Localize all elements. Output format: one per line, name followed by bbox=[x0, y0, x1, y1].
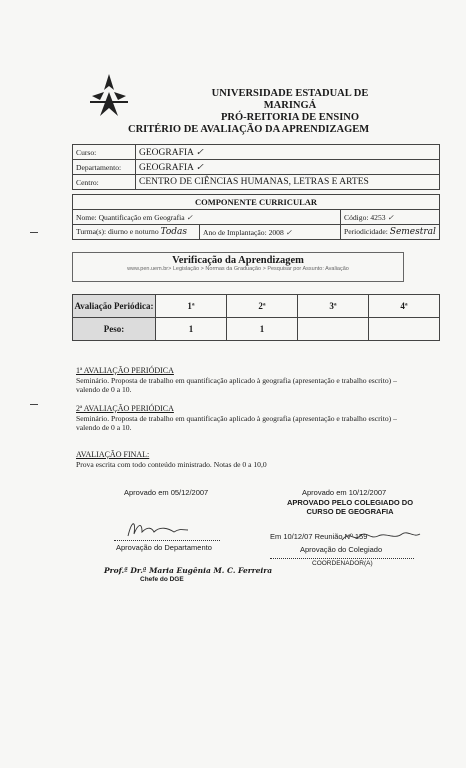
peso-1: 1 bbox=[156, 318, 227, 341]
peso-2: 1 bbox=[227, 318, 298, 341]
componente-heading: COMPONENTE CURRICULAR bbox=[73, 195, 440, 210]
avaliacao-1-text: Seminário. Proposta de trabalho em quantificação aplicado à geografia (apresentação e trabalho escrito) – valendo de 0 a 10. bbox=[76, 375, 397, 394]
coordenador-label: COORDENADOR(A) bbox=[312, 560, 373, 567]
chefe-role: Chefe do DGE bbox=[140, 576, 184, 583]
margin-mark bbox=[30, 232, 38, 233]
avaliacao-2-title: 2ª AVALIAÇÃO PERIÓDICA bbox=[76, 404, 174, 413]
periodicidade-handwritten: Semestral bbox=[389, 227, 436, 237]
componente-ano: Ano de Implantação: 2008 ✓ bbox=[200, 225, 341, 240]
periodica-col-4: 4ª bbox=[369, 295, 440, 318]
componente-codigo: Código: 4253 ✓ bbox=[341, 210, 440, 225]
periodica-col-2: 2ª bbox=[227, 295, 298, 318]
pro-reitoria: PRÓ-REITORIA DE ENSINO bbox=[220, 112, 360, 123]
course-info-table bbox=[72, 144, 440, 190]
avaliacao-1-title: 1ª AVALIAÇÃO PERIÓDICA bbox=[76, 366, 174, 375]
reuniao-line: Em 10/12/07 Reunião Nº 159 bbox=[270, 532, 368, 541]
coord-signature-line bbox=[270, 558, 414, 559]
departamento-row bbox=[73, 160, 440, 175]
avaliacao-1 bbox=[76, 366, 416, 395]
margin-mark bbox=[30, 404, 38, 405]
componente-periodicidade: Periodicidade: Semestral bbox=[341, 225, 440, 240]
verificacao-box bbox=[72, 252, 404, 282]
componente-nome: Nome: Quantificação em Geografia ✓ bbox=[73, 210, 341, 225]
colegiado-stamp-line-1: APROVADO PELO COLEGIADO DO bbox=[286, 498, 414, 507]
colegiado-approval-date: Aprovado em 10/12/2007 bbox=[302, 488, 387, 497]
university-name bbox=[190, 88, 390, 124]
curso-label: Curso: bbox=[73, 145, 136, 160]
depto-approval-label: Aprovação do Departamento bbox=[116, 543, 212, 552]
colegiado-approval-label: Aprovação do Colegiado bbox=[300, 545, 383, 554]
peso-label: Peso: bbox=[73, 318, 156, 341]
periodica-label: Avaliação Periódica: bbox=[73, 295, 156, 318]
componente-table bbox=[72, 194, 440, 240]
document-title: CRITÉRIO DE AVALIAÇÃO DA APRENDIZAGEM bbox=[128, 124, 370, 135]
university-logo bbox=[88, 72, 130, 118]
peso-3 bbox=[298, 318, 369, 341]
turma-handwritten: Todas bbox=[160, 227, 187, 237]
centro-label: Centro: bbox=[73, 175, 136, 190]
colegiado-signature bbox=[340, 528, 422, 544]
componente-turma: Turma(s): diurno e noturno Todas bbox=[73, 225, 200, 240]
colegiado-stamp bbox=[270, 498, 430, 516]
departamento-value: GEOGRAFIA ✓ bbox=[136, 160, 440, 175]
verificacao-url: www.pen.uem.br> Legislação > Normas da Graduação > Pesquisar por Assunto: Avaliação bbox=[127, 266, 349, 272]
curso-row bbox=[73, 145, 440, 160]
chefe-name: Prof.ª Dr.ª Maria Eugênia M. C. Ferreira bbox=[104, 566, 273, 575]
periodica-col-3: 3ª bbox=[298, 295, 369, 318]
depto-signature bbox=[124, 518, 190, 542]
centro-value: CENTRO DE CIÊNCIAS HUMANAS, LETRAS E ARTES bbox=[136, 175, 440, 190]
curso-value: GEOGRAFIA ✓ bbox=[136, 145, 440, 160]
depto-signature-line bbox=[114, 540, 220, 541]
departamento-label: Departamento: bbox=[73, 160, 136, 175]
periodica-col-1: 1ª bbox=[156, 295, 227, 318]
depto-approval-date: Aprovado em 05/12/2007 bbox=[124, 488, 209, 497]
centro-row bbox=[73, 175, 440, 190]
avaliacao-final-text: Prova escrita com todo conteúdo ministrado. Notas de 0 a 10,0 bbox=[76, 459, 267, 469]
verificacao-title: Verificação da Aprendizagem bbox=[172, 255, 304, 266]
avaliacao-final bbox=[76, 450, 416, 469]
avaliacao-2 bbox=[76, 404, 416, 433]
colegiado-stamp-line-2: CURSO DE GEOGRAFIA bbox=[306, 507, 394, 516]
peso-4 bbox=[369, 318, 440, 341]
university-title: UNIVERSIDADE ESTADUAL DE MARINGÁ bbox=[211, 88, 369, 111]
avaliacao-periodica-table bbox=[72, 294, 440, 341]
avaliacao-2-text: Seminário. Proposta de trabalho em quantificação aplicado à geografia (apresentação e trabalho escrito) – valendo de 0 a 10. bbox=[76, 413, 397, 432]
avaliacao-final-title: AVALIAÇÃO FINAL: bbox=[76, 450, 150, 459]
